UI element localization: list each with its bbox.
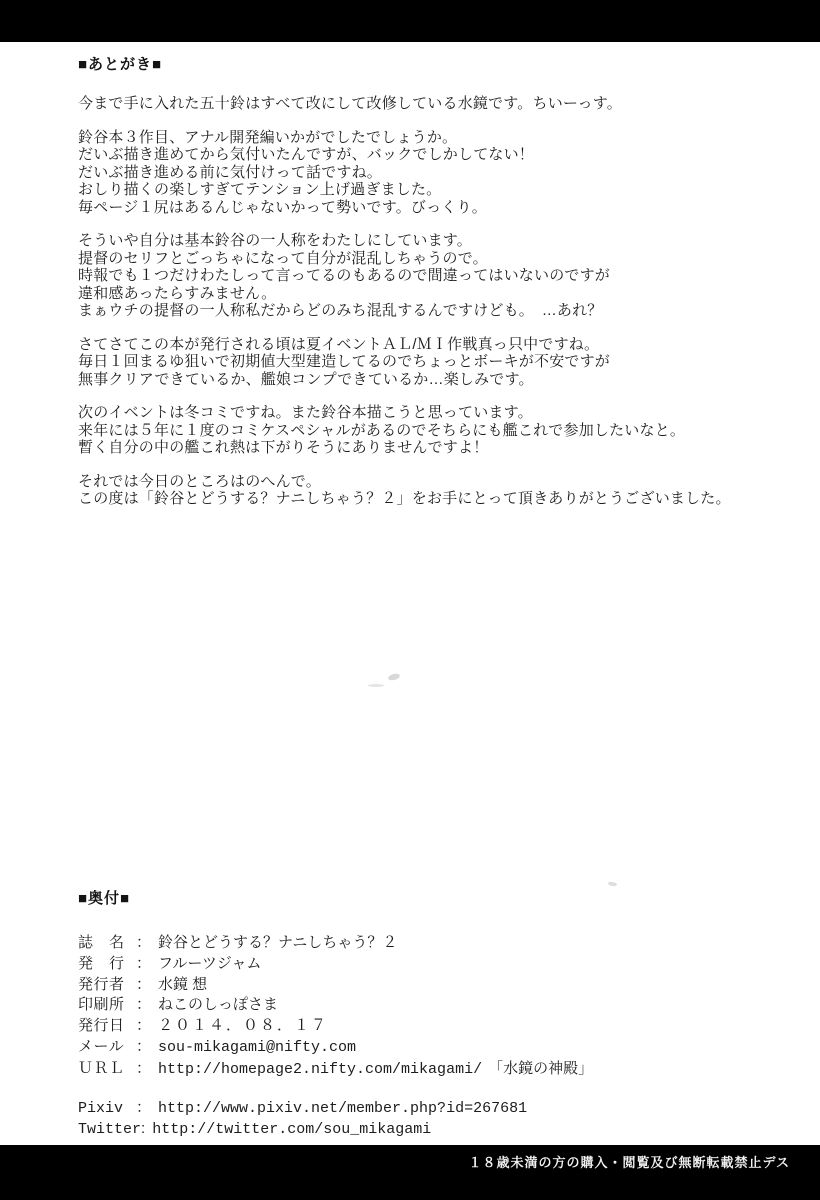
colophon-row-email [78,1037,802,1059]
colophon-row-author [78,975,802,996]
colophon-row-title [78,933,802,954]
text-line: だいぶ描き進めてから気付いたんですが、バックでしかしてない！ [78,146,535,163]
colophon-value: 鈴谷とどうする？ナニしちゃう？２ [158,934,398,951]
text-line: 暫く自分の中の艦これ熱は下がりそうにありませんですよ！ [78,439,489,456]
text-line: それでは今日のところはのへんで。 [78,472,321,490]
scan-artifact [608,881,618,887]
colophon-value: フルーツジャム [158,954,262,972]
pixiv-url: http://www.pixiv.net/member.php?id=267681 [158,1099,528,1117]
colophon-section [78,890,802,1141]
colophon-label: 発 行 [78,954,125,972]
colophon-row-date [78,1016,802,1037]
colophon-row-publisher [78,954,802,975]
scan-artifact [368,684,384,687]
colophon-row-url [78,1059,802,1081]
site-name: 「水鏡の神殿」 [488,1059,594,1077]
afterword-heading: ■あとがき■ [78,56,163,73]
publication-date: ２０１４．０８．１７ [158,1017,329,1035]
colophon-colon: ： [136,954,152,972]
text-line: 今まで手に入れた五十鈴はすべて改にして改修している水鏡です。ちいーっす。 [78,95,622,112]
top-black-border [0,0,820,42]
text-line: 毎日１回まるゆ狙いで初期値大型建造してるのでちょっとボーキが不安ですが [78,353,611,370]
colophon-colon: ： [136,996,152,1014]
paragraph-greeting [78,95,802,113]
paragraph-book-comment [78,129,802,217]
text-line: 来年には５年に１度のコミケスペシャルがあるのでそちらにも艦これで参加したいなと。 [78,421,686,439]
text-line: 次のイベントは冬コミですね。また鈴谷本描こうと思っています。 [78,404,533,421]
paragraph-next-event [78,404,802,457]
colophon-colon: ： [136,934,152,951]
colophon-colon: ： [136,1037,152,1055]
colophon-row-pixiv [78,1098,802,1120]
colophon-label: ＵＲＬ [78,1059,125,1077]
text-line: まぁウチの提督の一人称私だからどのみち混乱するんですけども。 …あれ？ [78,302,603,319]
colophon-colon: ： [136,1059,152,1077]
colophon-row-twitter [78,1119,802,1141]
bottom-black-border [0,1145,820,1200]
colophon-colon: ： [136,975,152,993]
paragraph-summer-event [78,336,802,389]
colophon-colon: : [141,1120,146,1138]
text-line: 無事クリアできているか、艦娘コンプできているか…楽しみです。 [78,370,534,388]
colophon-label: メール [78,1037,125,1055]
text-line: 提督のセリフとごっちゃになって自分が混乱しちゃうので。 [78,249,488,267]
colophon-label: Pixiv [78,1099,124,1117]
text-line: おしり描くの楽しすぎてテンション上げ過ぎました。 [78,181,442,198]
colophon-colon: ： [136,1017,152,1035]
text-line: さてさてこの本が発行される頃は夏イベントＡＬ/ＭＩ作戦真っ只中ですね。 [78,335,600,353]
text-line: 違和感あったらすみません。 [78,284,277,302]
text-line: この度は「鈴谷とどうする？ナニしちゃう？２」をお手にとって頂きありがとうございました。 [78,490,731,507]
colophon-colon: ： [136,1098,152,1116]
colophon-value: 水鏡 想 [158,975,208,993]
text-line: 鈴谷本３作目、アナル開発編いかがでしたでしょうか。 [78,128,458,146]
email-address: sou-mikagami@nifty.com [158,1038,357,1056]
twitter-url: http://twitter.com/sou_mikagami [152,1121,432,1139]
colophon-label: 発行者 [78,975,125,993]
colophon-label: 誌 名 [78,934,125,951]
colophon-row-printer [78,995,802,1016]
age-restriction-notice: １８歳未満の方の購入・閲覧及び無断転載禁止デス [468,1155,790,1170]
colophon-label: 発行日 [78,1017,125,1035]
text-line: そういや自分は基本鈴谷の一人称をわたしにしています。 [78,232,473,249]
colophon-heading: ■奥付■ [78,890,131,907]
text-line: だいぶ描き進める前に気付けって話ですね。 [78,163,383,181]
colophon-value: ねこのしっぽさま [158,996,279,1014]
paragraph-closing [78,473,802,508]
paragraph-first-person [78,232,802,320]
text-line: 時報でも１つだけわたしって言ってるのもあるので間違ってはいないのですが [78,267,611,284]
scan-artifact [387,673,400,682]
homepage-url: http://homepage2.nifty.com/mikagami/ [158,1060,483,1078]
text-line: 毎ページ１尻はあるんじゃないかって勢いです。びっくり。 [78,198,487,216]
afterword-section [78,56,802,508]
colophon-label: 印刷所 [78,996,125,1014]
colophon-label: Twitter [78,1121,142,1139]
